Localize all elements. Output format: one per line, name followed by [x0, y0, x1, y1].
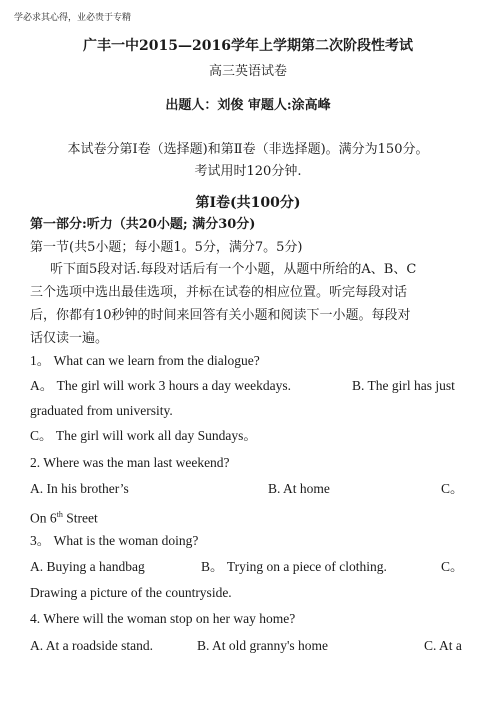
question-3-stem: 3。 What is the woman doing?: [30, 533, 199, 548]
c-num: On 6: [30, 510, 57, 526]
question-1-option-b: B. The girl has just: [352, 378, 455, 393]
question-3-option-a: A. Buying a handbag: [30, 559, 145, 574]
question-4-option-b: B. At old granny's home: [197, 638, 329, 653]
section1-title: 第一节(共5小题；每小题1。5分，满分7。5分): [30, 240, 303, 255]
question-1-option-c: C。 The girl will work all day Sundays。: [30, 428, 257, 443]
question-3-option-c-text: Drawing a picture of the countryside.: [30, 585, 232, 600]
part1-title: 第一部分:听力（共20小题; 满分30分): [30, 217, 256, 232]
header-note: 学必求其心得，业必贵于专精: [14, 13, 132, 23]
question-1-stem: 1。 What can we learn from the dialogue?: [30, 353, 260, 368]
intro-line-1: 本试卷分第Ⅰ卷（选择题)和第Ⅱ卷（非选择题)。满分为150分。: [67, 142, 429, 157]
question-3-option-c-label: C。: [441, 559, 464, 574]
c-rest: Street: [62, 510, 98, 526]
question-2-option-c-label: C。: [441, 481, 464, 496]
question-4-stem: 4. Where will the woman stop on her way home?: [30, 611, 296, 626]
question-2-option-a: A. In his brother’s: [30, 481, 129, 496]
intro-line-2: 考试用时120分钟.: [194, 164, 302, 179]
instruction-line: 听下面5段对话.每段对话后有一个小题，从题中所给的A、B、C: [50, 262, 417, 277]
question-1-option-b-cont: graduated from university.: [30, 403, 173, 418]
question-4-option-c: C. At a: [424, 638, 462, 653]
question-4-option-a: A. At a roadside stand.: [30, 638, 153, 653]
question-2-option-c-text: [30, 507, 98, 527]
question-2-option-b: B. At home: [268, 481, 330, 496]
page-title: 广丰一中2015—2016学年上学期第二次阶段性考试: [83, 38, 413, 54]
c-sup: th: [56, 510, 63, 519]
instruction-line: 三个选项中选出最佳选项，并标在试卷的相应位置。听完每段对话: [30, 285, 408, 300]
question-1-option-a: A。 The girl will work 3 hours a day weekdays.: [30, 378, 291, 393]
question-2-stem: 2. Where was the man last weekend?: [30, 455, 230, 470]
volume-title: 第Ⅰ卷(共100分): [195, 195, 301, 211]
instruction-line: 后，你都有10秒钟的时间来回答有关小题和阅读下一小题。每段对: [30, 308, 411, 323]
authors-line: 出题人：刘俊 审题人:涂高峰: [165, 98, 331, 113]
instruction-line: 话仅读一遍。: [30, 331, 109, 346]
question-3-option-b: B。 Trying on a piece of clothing.: [201, 559, 387, 574]
page-subtitle: 高三英语试卷: [208, 64, 287, 79]
